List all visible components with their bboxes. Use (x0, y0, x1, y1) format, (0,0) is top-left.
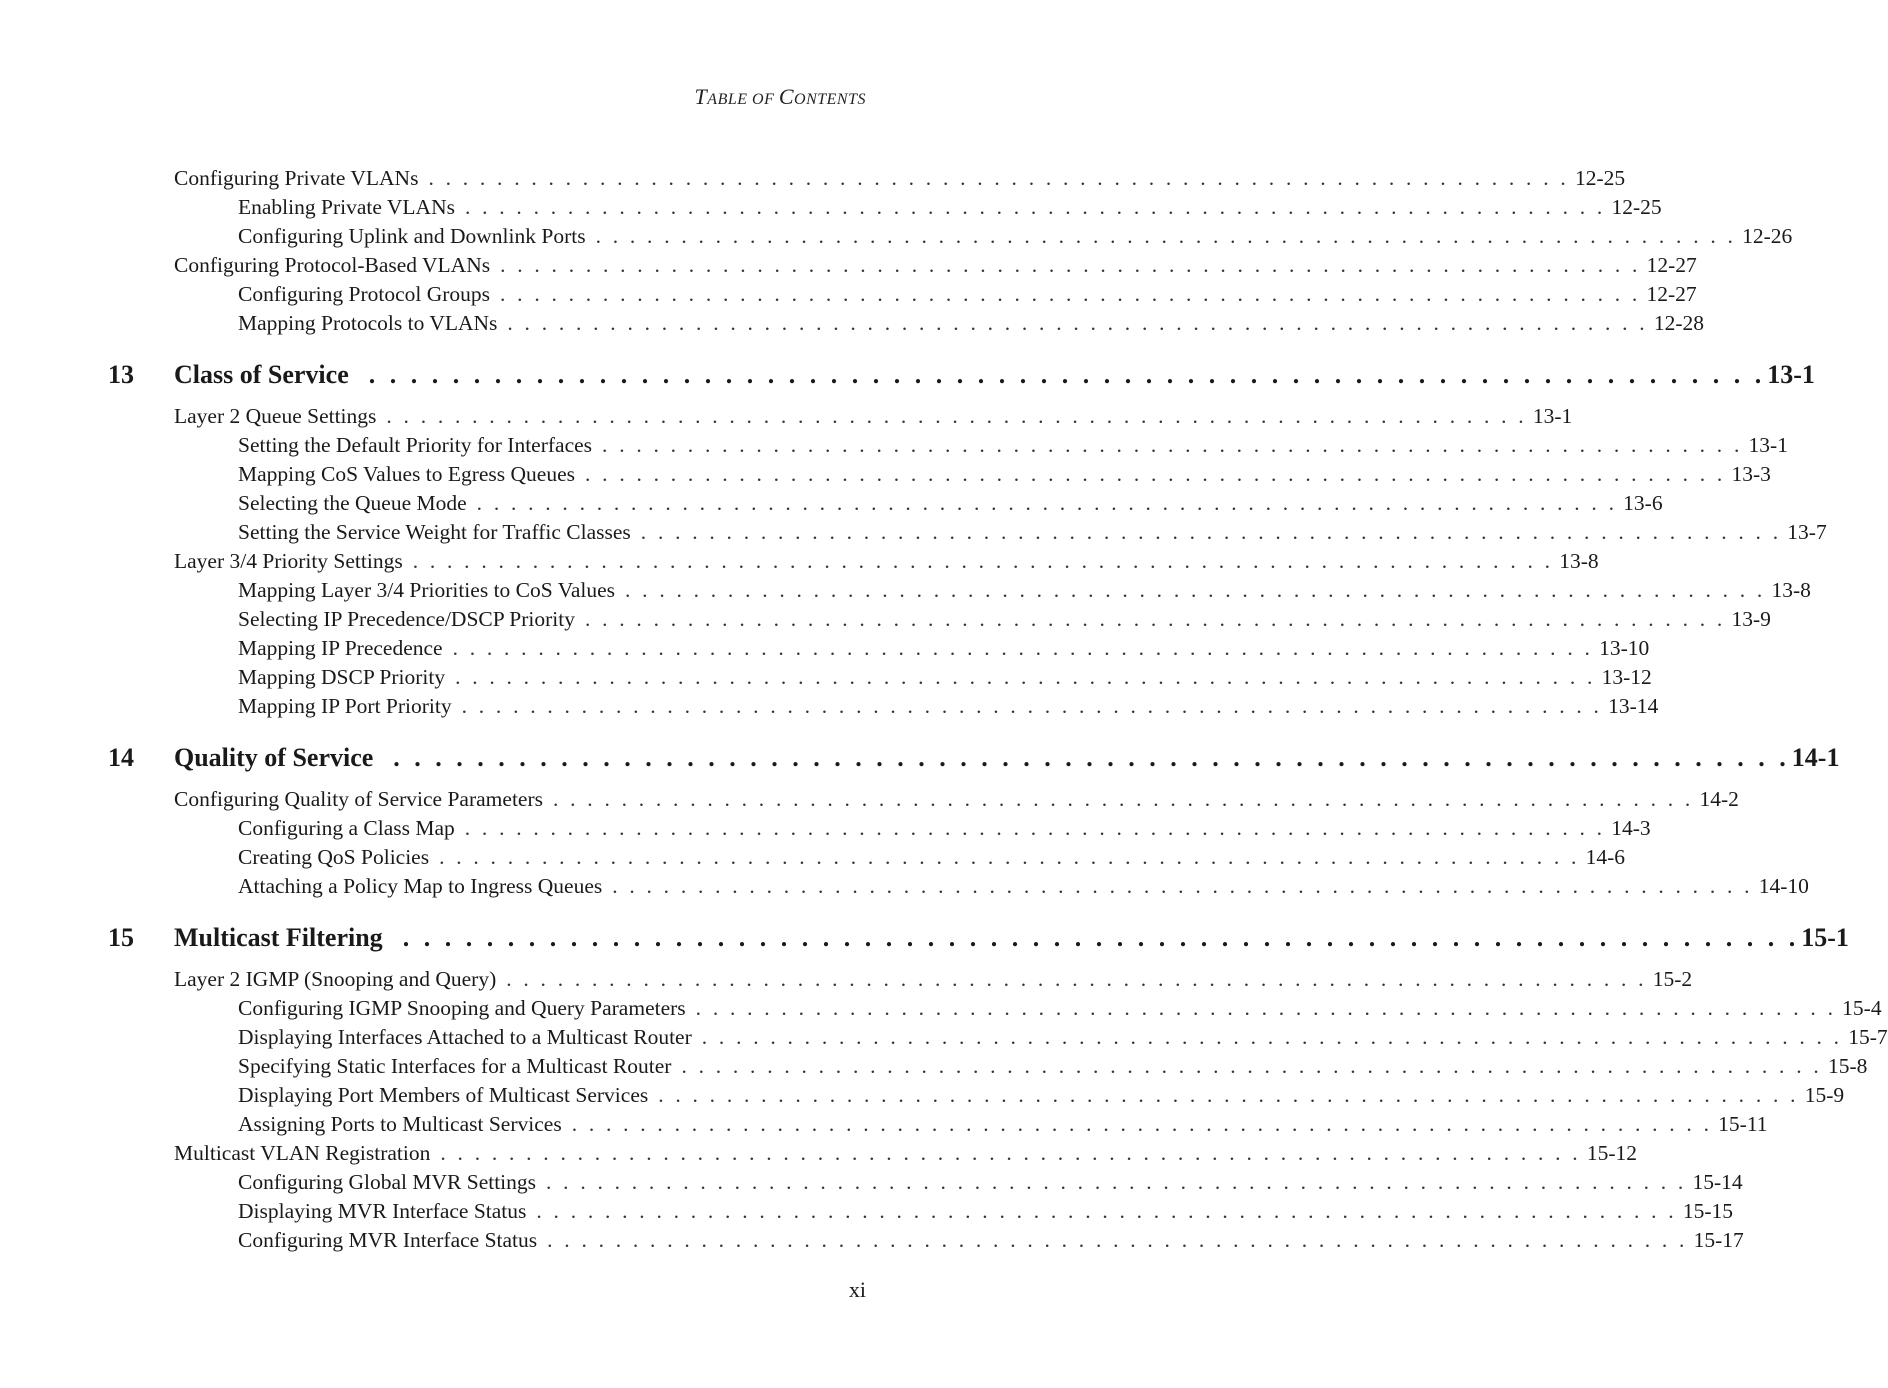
toc-entry-page: 13-3 (1731, 462, 1771, 486)
toc-entry-page: 12-25 (1611, 195, 1662, 219)
toc-entry-page: 15-17 (1693, 1228, 1744, 1252)
toc-entry-title: Mapping IP Port Priority (238, 694, 452, 718)
toc-entry-title: Mapping DSCP Priority (238, 665, 446, 689)
toc-entry[interactable] (238, 433, 1788, 462)
toc-entry[interactable] (238, 845, 1626, 874)
toc-entry-title: Enabling Private VLANs (238, 195, 455, 219)
chapter-heading[interactable] (0, 360, 1815, 398)
toc-entry[interactable] (238, 224, 1793, 253)
toc-entry-page: 12-25 (1574, 166, 1626, 190)
toc-entry-page: 15-15 (1682, 1199, 1734, 1223)
chapter-title: Multicast Filtering (174, 923, 383, 952)
toc-entry[interactable] (238, 1170, 1743, 1199)
chapter-line (174, 743, 1840, 773)
toc-entry-title: Layer 2 IGMP (Snooping and Query) (174, 967, 497, 991)
toc-entry[interactable] (238, 1199, 1734, 1228)
dot-leader: . . . . . . . . . . . . . . . . . . . . . . . . . . . . . . . . . . . . . . . . . . . . . . . . . . . . . . . . . . . . . . . . . . . (695, 996, 1837, 1020)
dot-leader: . . . . . . . . . . . . . . . . . . . . . . . . . . . . . . . . . . . . . . . . . . . . . . . . . . . . . . . . . . . . . . . . . . . (476, 491, 1618, 515)
toc-entry-title: Mapping Protocols to VLANs (238, 311, 498, 335)
toc-entry[interactable] (174, 166, 1626, 195)
toc-entry-page: 15-14 (1692, 1170, 1743, 1194)
dot-leader: . . . . . . . . . . . . . . . . . . . . . . . . . . . . . . . . . . . . . . . . . . . . . . . . . . . . . . . . . . . . . . . . . . . (595, 224, 1737, 248)
toc-entry-title: Setting the Default Priority for Interfaces (238, 433, 593, 457)
chapter-heading[interactable] (0, 923, 1849, 961)
toc-entry-page: 13-8 (1559, 549, 1599, 573)
dot-leader: . . . . . . . . . . . . . . . . . . . . . . . . . . . . . . . . . . . . . . . . . . . . . . . . . . . . . . . . . . . . . . . . . . . (386, 404, 1527, 428)
chapter-title: Quality of Service (174, 743, 374, 772)
toc-entry-page: 13-1 (1748, 433, 1788, 457)
toc-entry-title: Configuring Quality of Service Parameters (174, 787, 543, 811)
dot-leader: . . . . . . . . . . . . . . . . . . . . . . . . . . . . . . . . . . . . . . . . . . . . . . . . . . . . . . . . . . . . . . . . . . . (461, 694, 1603, 718)
toc-entry[interactable] (238, 694, 1659, 723)
toc-entry[interactable] (174, 1141, 1638, 1170)
toc-entry-title: Configuring a Class Map (238, 816, 455, 840)
toc-entry[interactable] (238, 282, 1697, 311)
toc-entry-title: Configuring Uplink and Downlink Ports (238, 224, 586, 248)
toc-entry[interactable] (238, 462, 1771, 491)
toc-entry[interactable] (174, 253, 1697, 282)
chapter-heading[interactable] (0, 743, 1840, 781)
toc-entry[interactable] (238, 607, 1771, 636)
toc-entry[interactable] (238, 874, 1809, 903)
toc-entry-page: 12-28 (1653, 311, 1705, 335)
chapter-page: 15-1 (1801, 923, 1849, 952)
toc-entry-title: Displaying MVR Interface Status (238, 1199, 527, 1223)
toc-entry-title: Mapping IP Precedence (238, 636, 443, 660)
dot-leader: . . . . . . . . . . . . . . . . . . . . . . . . . . . . . . . . . . . . . . . . . . . . . . . . . . . . . . . . . . . . . . . . . . . (455, 665, 1596, 689)
table-of-contents (0, 166, 1888, 1257)
toc-entry-page: 13-8 (1771, 578, 1811, 602)
toc-entry-title: Displaying Interfaces Attached to a Multicast Router (238, 1025, 692, 1049)
dot-leader: . . . . . . . . . . . . . . . . . . . . . . . . . . . . . . . . . . . . . . . . . . . . . . . . . . . . . . . . . . . . . . . . . . . (412, 549, 1554, 573)
toc-entry-title: Layer 2 Queue Settings (174, 404, 377, 428)
toc-entry[interactable] (238, 1228, 1744, 1257)
toc-entry-page: 13-7 (1787, 520, 1827, 544)
chapter-number: 15 (108, 923, 134, 952)
toc-entry[interactable] (238, 996, 1882, 1025)
toc-entry-page: 15-4 (1842, 996, 1882, 1020)
dot-leader: . . . . . . . . . . . . . . . . . . . . . . . . . . . . . . . . . . . . . . . . . . . . . . . . . . . . . . . . . . . . . . . . . . . (612, 874, 1753, 898)
toc-entry-title: Selecting the Queue Mode (238, 491, 467, 515)
chapter-line (174, 360, 1815, 390)
dot-leader: . . . . . . . . . . . . . . . . . . . . . . . . . . . . . . . . . . . . . . . . . . . . . . . . . . . . . . . . . . . . . . . . . . . (464, 816, 1606, 840)
toc-entry-page: 15-8 (1827, 1054, 1868, 1078)
toc-entry-page: 13-10 (1599, 636, 1650, 660)
dot-leader: . . . . . . . . . . . . . . . . . . . . . . . . . . . . . . . . . . . . . . . . . . . . . . . . . . . . . . . . . . . . . . . . . . . (402, 923, 1800, 952)
chapter-line (174, 923, 1849, 953)
toc-entry-title: Configuring Global MVR Settings (238, 1170, 537, 1194)
running-head-rest-2: ONTENTS (794, 91, 866, 108)
dot-leader: . . . . . . . . . . . . . . . . . . . . . . . . . . . . . . . . . . . . . . . . . . . . . . . . . . . . . . . . . . . . . . . . . . . (500, 253, 1641, 277)
dot-leader: . . . . . . . . . . . . . . . . . . . . . . . . . . . . . . . . . . . . . . . . . . . . . . . . . . . . . . . . . . . . . . . . . . . (506, 967, 1647, 991)
toc-entry-page: 12-26 (1742, 224, 1793, 248)
toc-entry[interactable] (174, 967, 1693, 996)
chapter-page: 13-1 (1767, 360, 1815, 389)
toc-entry[interactable] (238, 195, 1662, 224)
toc-entry-page: 15-2 (1652, 967, 1693, 991)
toc-entry-title: Mapping CoS Values to Egress Queues (238, 462, 576, 486)
running-head-cap-c: C (778, 84, 795, 109)
toc-entry[interactable] (238, 1083, 1845, 1112)
dot-leader: . . . . . . . . . . . . . . . . . . . . . . . . . . . . . . . . . . . . . . . . . . . . . . . . . . . . . . . . . . . . . . . . . . . (553, 787, 1694, 811)
toc-entry-title: Assigning Ports to Multicast Services (238, 1112, 562, 1136)
chapter-page: 14-1 (1791, 743, 1840, 772)
toc-entry[interactable] (238, 520, 1827, 549)
toc-entry[interactable] (238, 665, 1652, 694)
dot-leader: . . . . . . . . . . . . . . . . . . . . . . . . . . . . . . . . . . . . . . . . . . . . . . . . . . . . . . . . . . . . . . . . . . . (393, 743, 1790, 772)
toc-entry-page: 13-9 (1731, 607, 1771, 631)
toc-entry-title: Configuring IGMP Snooping and Query Parameters (238, 996, 686, 1020)
toc-entry-title: Layer 3/4 Priority Settings (174, 549, 403, 573)
running-head (695, 84, 866, 110)
toc-entry-title: Setting the Service Weight for Traffic Classes (238, 520, 631, 544)
toc-entry-page: 14-6 (1585, 845, 1626, 869)
chapter-title: Class of Service (174, 360, 349, 389)
toc-entry[interactable] (238, 816, 1651, 845)
toc-entry[interactable] (238, 636, 1650, 665)
toc-entry-page: 12-27 (1646, 282, 1697, 306)
toc-entry-page: 14-10 (1758, 874, 1809, 898)
running-head-cap-t: T (694, 84, 708, 109)
dot-leader: . . . . . . . . . . . . . . . . . . . . . . . . . . . . . . . . . . . . . . . . . . . . . . . . . . . . . . . . . . . . . . . . . . . (602, 433, 1743, 457)
dot-leader: . . . . . . . . . . . . . . . . . . . . . . . . . . . . . . . . . . . . . . . . . . . . . . . . . . . . . . . . . . . . . . . . . . . (571, 1112, 1713, 1136)
toc-entry-title: Creating QoS Policies (238, 845, 430, 869)
toc-entry-title: Displaying Port Members of Multicast Services (238, 1083, 649, 1107)
toc-entry[interactable] (174, 404, 1573, 433)
dot-leader: . . . . . . . . . . . . . . . . . . . . . . . . . . . . . . . . . . . . . . . . . . . . . . . . . . . . . . . . . . . . . . . . . . . (536, 1199, 1677, 1223)
toc-entry-page: 15-7 (1848, 1025, 1888, 1049)
dot-leader: . . . . . . . . . . . . . . . . . . . . . . . . . . . . . . . . . . . . . . . . . . . . . . . . . . . . . . . . . . . . . . . . . . . (584, 607, 1726, 631)
toc-entry-page: 13-14 (1608, 694, 1659, 718)
toc-entry[interactable] (238, 1054, 1868, 1083)
dot-leader: . . . . . . . . . . . . . . . . . . . . . . . . . . . . . . . . . . . . . . . . . . . . . . . . . . . . . . . . . . . . . . . . . . . (547, 1228, 1688, 1252)
toc-entry-page: 13-1 (1532, 404, 1573, 428)
toc-entry-page: 14-2 (1699, 787, 1739, 811)
toc-entry-title: Specifying Static Interfaces for a Multicast Router (238, 1054, 672, 1078)
toc-entry-title: Configuring Protocol Groups (238, 282, 491, 306)
toc-entry-page: 15-12 (1586, 1141, 1638, 1165)
page-folio: xi (848, 1277, 866, 1302)
toc-entry[interactable] (238, 491, 1663, 520)
dot-leader: . . . . . . . . . . . . . . . . . . . . . . . . . . . . . . . . . . . . . . . . . . . . . . . . . . . . . . . . . . . . . . . . . . . (464, 195, 1606, 219)
toc-entry-title: Configuring MVR Interface Status (238, 1228, 538, 1252)
dot-leader: . . . . . . . . . . . . . . . . . . . . . . . . . . . . . . . . . . . . . . . . . . . . . . . . . . . . . . . . . . . . . . . . . . . (625, 578, 1766, 602)
running-head-rest-1: ABLE OF (707, 91, 779, 108)
toc-entry-page: 15-9 (1804, 1083, 1845, 1107)
dot-leader: . . . . . . . . . . . . . . . . . . . . . . . . . . . . . . . . . . . . . . . . . . . . . . . . . . . . . . . . . . . . . . . . . . . (658, 1083, 1799, 1107)
dot-leader: . . . . . . . . . . . . . . . . . . . . . . . . . . . . . . . . . . . . . . . . . . . . . . . . . . . . . . . . . . . . . . . . . . . (681, 1054, 1822, 1078)
dot-leader: . . . . . . . . . . . . . . . . . . . . . . . . . . . . . . . . . . . . . . . . . . . . . . . . . . . . . . . . . . . . . . . . . . . (452, 636, 1594, 660)
dot-leader: . . . . . . . . . . . . . . . . . . . . . . . . . . . . . . . . . . . . . . . . . . . . . . . . . . . . . . . . . . . . . . . . . . . (546, 1170, 1687, 1194)
toc-entry-page: 12-27 (1646, 253, 1697, 277)
dot-leader: . . . . . . . . . . . . . . . . . . . . . . . . . . . . . . . . . . . . . . . . . . . . . . . . . . . . . . . . . . . . . . . . . . . (640, 520, 1782, 544)
chapter-number: 14 (108, 743, 134, 772)
dot-leader: . . . . . . . . . . . . . . . . . . . . . . . . . . . . . . . . . . . . . . . . . . . . . . . . . . . . . . . . . . . . . . . . . . . (507, 311, 1648, 335)
toc-entry-page: 14-3 (1611, 816, 1651, 840)
dot-leader: . . . . . . . . . . . . . . . . . . . . . . . . . . . . . . . . . . . . . . . . . . . . . . . . . . . . . . . . . . . . . . . . . . . (701, 1025, 1843, 1049)
toc-entry-page: 13-6 (1623, 491, 1663, 515)
toc-entry-title: Mapping Layer 3/4 Priorities to CoS Values (238, 578, 616, 602)
dot-leader: . . . . . . . . . . . . . . . . . . . . . . . . . . . . . . . . . . . . . . . . . . . . . . . . . . . . . . . . . . . . . . . . . . . (439, 845, 1580, 869)
toc-entry[interactable] (174, 787, 1739, 816)
toc-entry-title: Configuring Private VLANs (174, 166, 419, 190)
dot-leader: . . . . . . . . . . . . . . . . . . . . . . . . . . . . . . . . . . . . . . . . . . . . . . . . . . . . . . . . . . . . . . . . . . . (440, 1141, 1581, 1165)
dot-leader: . . . . . . . . . . . . . . . . . . . . . . . . . . . . . . . . . . . . . . . . . . . . . . . . . . . . . . . . . . . . . . . . . . . (585, 462, 1726, 486)
toc-entry[interactable] (238, 1025, 1888, 1054)
dot-leader: . . . . . . . . . . . . . . . . . . . . . . . . . . . . . . . . . . . . . . . . . . . . . . . . . . . . . . . . . . . . . . . . . . . (368, 360, 1766, 389)
dot-leader: . . . . . . . . . . . . . . . . . . . . . . . . . . . . . . . . . . . . . . . . . . . . . . . . . . . . . . . . . . . . . . . . . . . (500, 282, 1641, 306)
toc-entry[interactable] (238, 1112, 1768, 1141)
toc-entry-title: Attaching a Policy Map to Ingress Queues (238, 874, 603, 898)
toc-entry-title: Configuring Protocol-Based VLANs (174, 253, 491, 277)
toc-entry[interactable] (238, 311, 1705, 340)
toc-entry-title: Multicast VLAN Registration (174, 1141, 431, 1165)
toc-entry-page: 15-11 (1718, 1112, 1768, 1136)
dot-leader: . . . . . . . . . . . . . . . . . . . . . . . . . . . . . . . . . . . . . . . . . . . . . . . . . . . . . . . . . . . . . . . . . . . (428, 166, 1569, 190)
chapter-number: 13 (108, 360, 134, 389)
toc-entry-title: Selecting IP Precedence/DSCP Priority (238, 607, 575, 631)
toc-entry[interactable] (174, 549, 1599, 578)
toc-entry-page: 13-12 (1601, 665, 1652, 689)
toc-entry[interactable] (238, 578, 1811, 607)
